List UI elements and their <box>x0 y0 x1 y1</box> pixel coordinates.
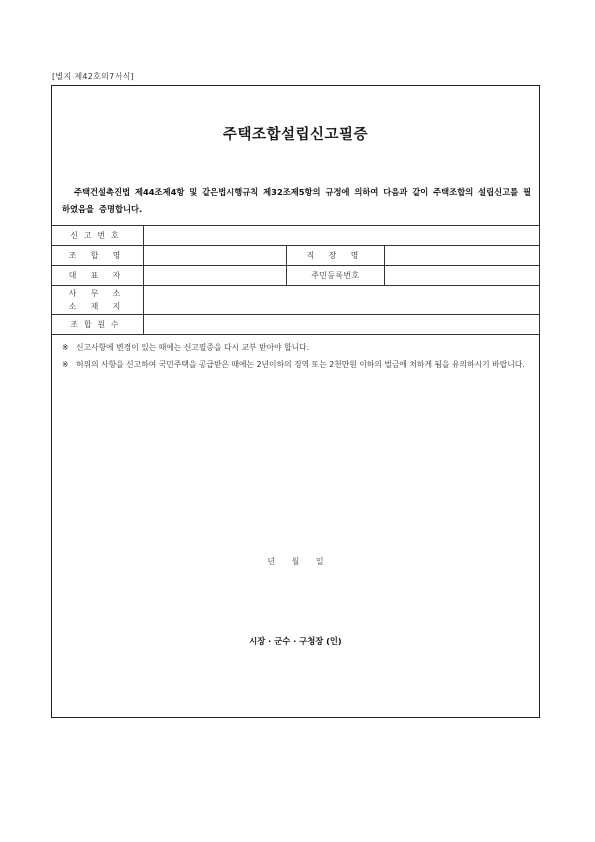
form-number-label: [별지 제42호의7서식] <box>52 72 135 81</box>
list-item <box>62 340 532 357</box>
issuer-signature-line: 시장 · 군수 · 구청장 (인) <box>249 636 342 646</box>
registration-info-table <box>51 225 540 335</box>
certification-statement: 주택건설촉진법 제44조제4항 및 같은법시행규칙 제32조제5항의 규정에 의하여 다음과 같이 주택조합의 설립신고를 필하였음을 증명합니다. <box>62 187 532 214</box>
note-text: 신고사항에 변경이 있는 때에는 신고필증을 다시 교부 받아야 합니다. <box>76 343 310 352</box>
member-count-label: 조합원수 <box>52 315 144 335</box>
workplace-value <box>385 246 540 266</box>
notes-section <box>62 340 532 373</box>
note-mark: ※ <box>62 343 69 352</box>
report-number-label: 신고번호 <box>52 226 144 246</box>
report-number-value <box>144 226 540 246</box>
office-address-label <box>52 286 144 315</box>
table-row <box>52 246 540 266</box>
note-text: 허위의 사항을 신고하여 국민주택을 공급받은 때에는 2년이하의 징역 또는 2천만원 이하의 벌금에 처하게 됨을 유의하시기 바랍니다. <box>76 359 525 369</box>
date-line: 년 월 일 <box>267 557 324 566</box>
certificate-frame <box>51 85 540 718</box>
table-row <box>52 266 540 286</box>
list-item <box>62 357 532 374</box>
resident-number-label: 주민등록번호 <box>287 266 385 286</box>
union-name-label: 조 합 명 <box>52 246 144 266</box>
representative-value <box>144 266 287 286</box>
note-mark: ※ <box>62 359 69 369</box>
workplace-label: 직 장 명 <box>287 246 385 266</box>
table-row <box>52 315 540 335</box>
representative-label: 대 표 자 <box>52 266 144 286</box>
office-label-line2: 소 재 지 <box>68 302 127 311</box>
office-address-value <box>144 286 540 315</box>
member-count-value <box>144 315 540 335</box>
office-label-line1: 사 무 소 <box>68 289 127 298</box>
union-name-value <box>144 246 287 266</box>
table-row <box>52 286 540 315</box>
resident-number-value <box>385 266 540 286</box>
table-row <box>52 226 540 246</box>
document-title: 주택조합설립신고필증 <box>222 127 369 143</box>
